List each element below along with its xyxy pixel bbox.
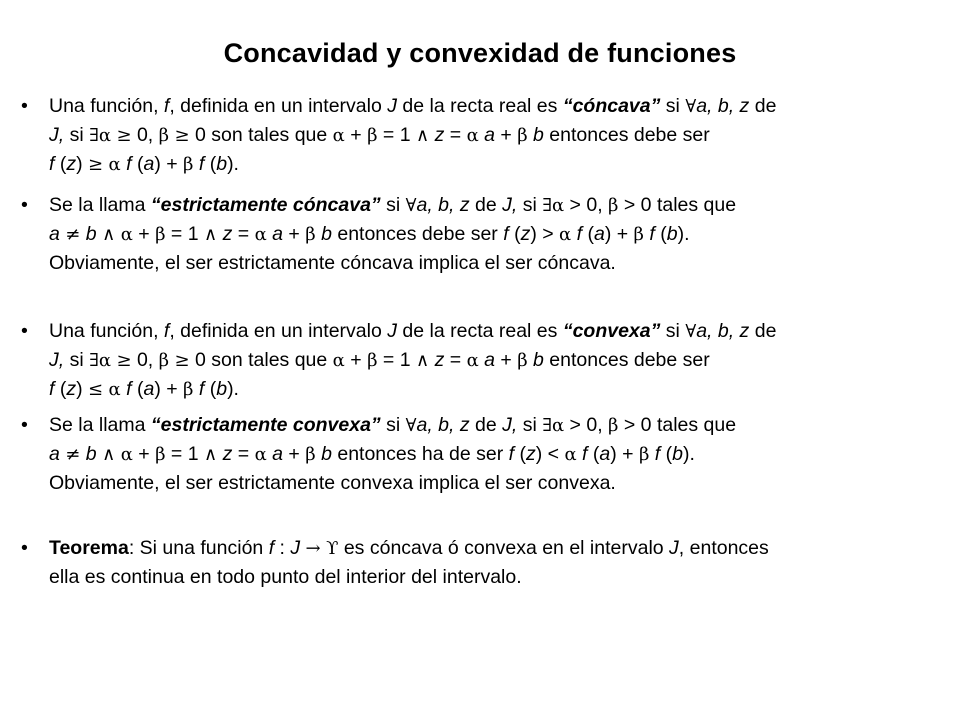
bullet-dot: • [21,414,28,436]
bullet-dot: • [21,320,28,342]
bullet-text: Teorema: Si una función f : J → ϒ es cóncava ó convexa en el intervalo J, entonces ella es continua en todo punto del interior del intervalo. [49,537,769,588]
term-strictly-convex: “estrictamente convexa” [150,414,381,436]
bullet-dot: • [21,537,28,559]
term-theorem: Teorema [49,537,129,559]
page-title: Concavidad y convexidad de funciones [223,38,737,68]
bullet-dot: • [21,194,28,216]
bullet-dot: • [21,95,28,117]
term-convex: “convexa” [562,320,661,342]
term-concave: “cóncava” [562,95,661,117]
bullet-text: Una función, f, definida en un intervalo J de la recta real es “convexa” si ∀a, b, z de J, si ∃α ≥ 0, β ≥ 0 son tales que α + β = 1 ∧ z = α a + β b entonces debe ser f (z) ≤ α f (a) + β f (b). [49,320,777,400]
bullet-text: Se la llama “estrictamente convexa” si ∀a, b, z de J, si ∃α > 0, β > 0 tales que a ≠ b ∧ α + β = 1 ∧ z = α a + β b entonces ha de ser f (z) < α f (a) + β f (b). Obviamente, el ser estrictamente convexa implica el ser convexa. [49,414,737,494]
bullet-text: Una función, f, definida en un intervalo J de la recta real es “cóncava” si ∀a, b, z de J, si ∃α ≥ 0, β ≥ 0 son tales que α + β = 1 ∧ z = α a + β b entonces debe ser f (z) ≥ α f (a) + β f (b). [49,95,777,175]
bullet-text: Se la llama “estrictamente cóncava” si ∀a, b, z de J, si ∃α > 0, β > 0 tales que a ≠ b ∧ α + β = 1 ∧ z = α a + β b entonces debe ser f (z) > α f (a) + β f (b). Obviamente, el ser estrictamente cóncava implica el ser cóncava. [49,194,737,274]
term-strictly-concave: “estrictamente cóncava” [150,194,381,216]
